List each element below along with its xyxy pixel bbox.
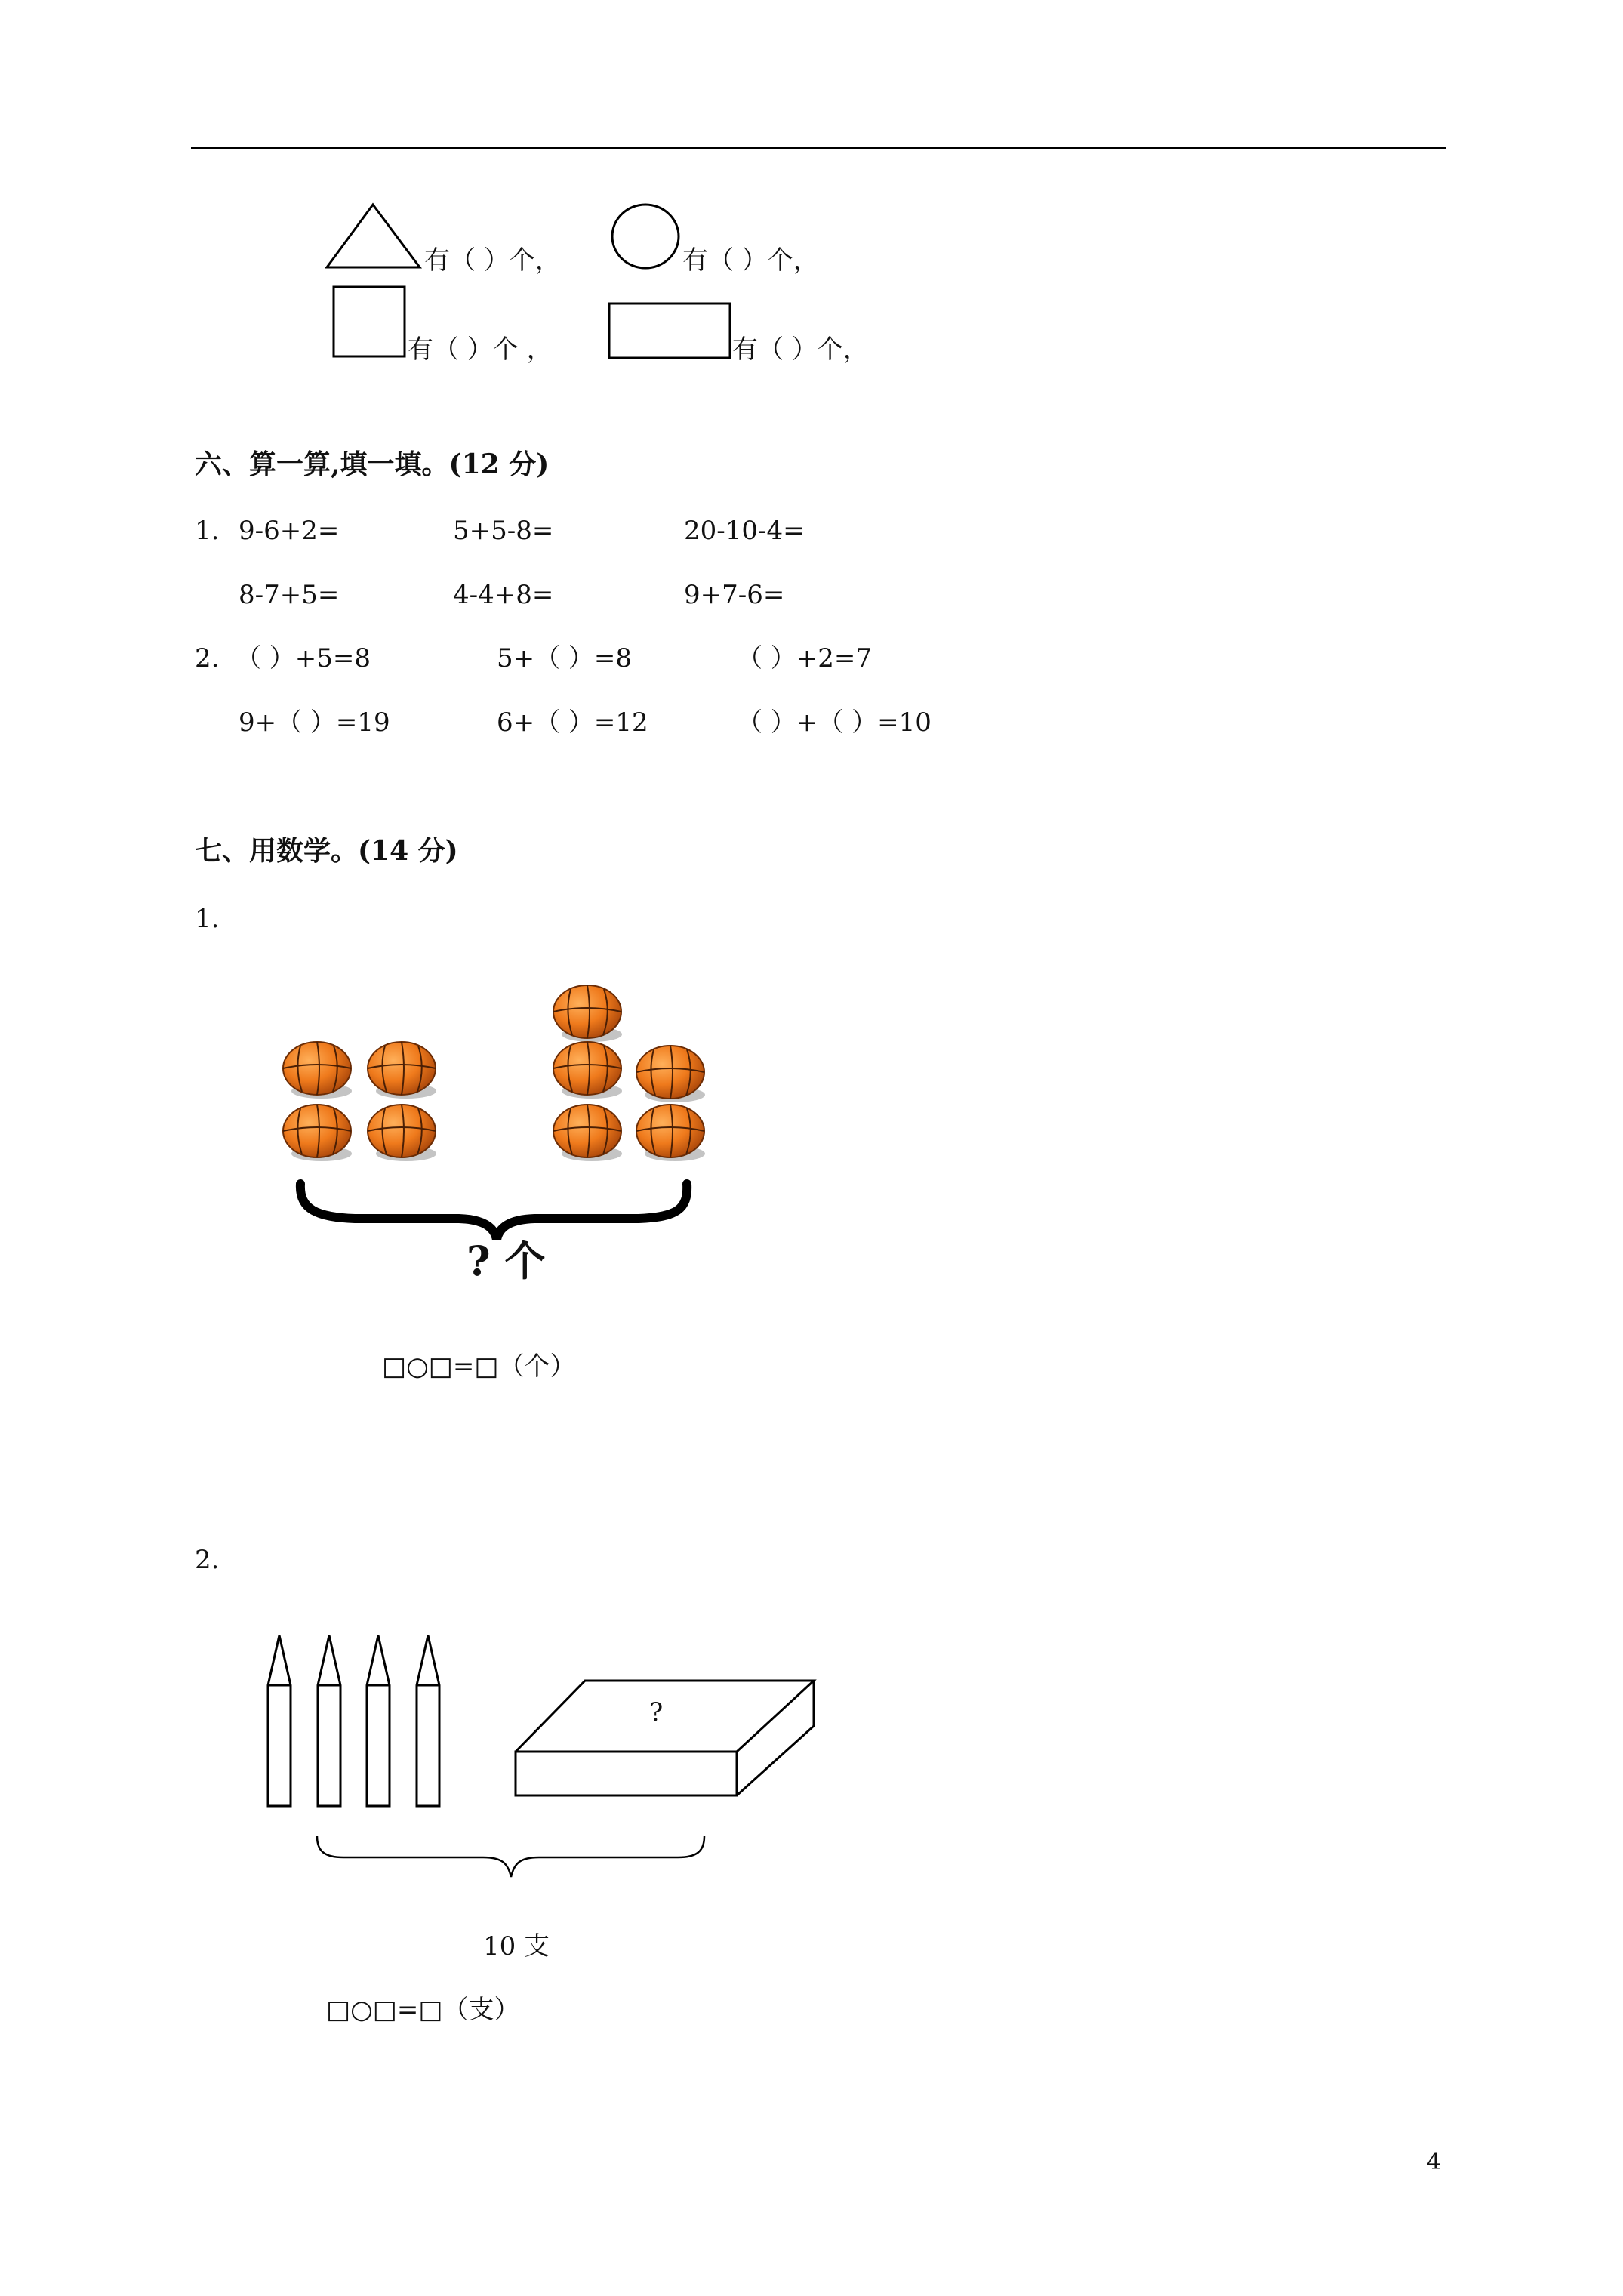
curly-brace [317, 1836, 704, 1877]
section7-title: 七、用数学。(14 分) [195, 835, 458, 867]
fill-blank-item: 5+（ ）=8 [497, 643, 633, 673]
basketball-icon [283, 1105, 352, 1161]
basketball-icon [553, 1042, 622, 1099]
fill-blank-item: （ ）+2=7 [737, 643, 873, 673]
section7-q2-number: 2. [195, 1545, 220, 1575]
pencil-icon [417, 1635, 439, 1806]
section6-title: 六、算一算,填一填。(12 分) [195, 448, 550, 480]
calc-item: 20-10-4= [684, 516, 805, 546]
equation-template: □○□=□（支） [326, 1995, 520, 2025]
page-number: 4 [1427, 2149, 1442, 2175]
calc-item: 5+5-8= [453, 516, 554, 546]
pencil-icon [367, 1635, 390, 1806]
calc-item: 8-7+5= [239, 580, 340, 610]
basketball-icon [368, 1105, 436, 1161]
circle-icon [610, 202, 682, 270]
triangle-count-text: 有（ ）个， [424, 245, 561, 276]
fill-blank-item: 6+（ ）=12 [497, 707, 648, 738]
basketball-icon [283, 1042, 352, 1099]
triangle-icon [325, 202, 423, 270]
curly-brace [300, 1184, 687, 1240]
calc-item: 9-6+2= [239, 516, 340, 546]
fill-blank-item: （ ）+（ ）=10 [737, 707, 932, 738]
section7-q1-number: 1. [195, 904, 220, 934]
pencil-icon [268, 1635, 291, 1806]
square-count-text: 有（ ）个 ， [408, 334, 553, 365]
pencil-box-question: ? [649, 1697, 664, 1727]
square-icon [332, 285, 408, 361]
fill-blank-item: 9+（ ）=19 [239, 707, 390, 738]
basketball-icon [553, 1105, 622, 1161]
fill-blank-item: （ ）+5=8 [236, 643, 371, 673]
pencils-illustration [257, 1631, 830, 1888]
calc-item: 4-4+8= [453, 580, 554, 610]
circle-count-text: 有（ ）个， [682, 245, 819, 276]
header-rule [191, 147, 1446, 149]
rectangle-icon [608, 302, 732, 361]
basketball-icon [553, 985, 622, 1042]
basketball-icon [368, 1042, 436, 1099]
basketball-icon [636, 1105, 705, 1161]
calc-item: 9+7-6= [684, 580, 785, 610]
pencil-box-icon [516, 1681, 814, 1795]
section6-q1-number: 1. [195, 516, 220, 546]
basketball-icon [636, 1046, 705, 1102]
total-pencils-label: 10 支 [483, 1931, 550, 1962]
equation-template: □○□=□（个） [382, 1351, 576, 1382]
section6-q2-number: 2. [195, 643, 220, 673]
rectangle-count-text: 有（ ）个， [732, 334, 869, 365]
question-count-label: ? 个 [467, 1237, 546, 1285]
pencil-icon [318, 1635, 340, 1806]
